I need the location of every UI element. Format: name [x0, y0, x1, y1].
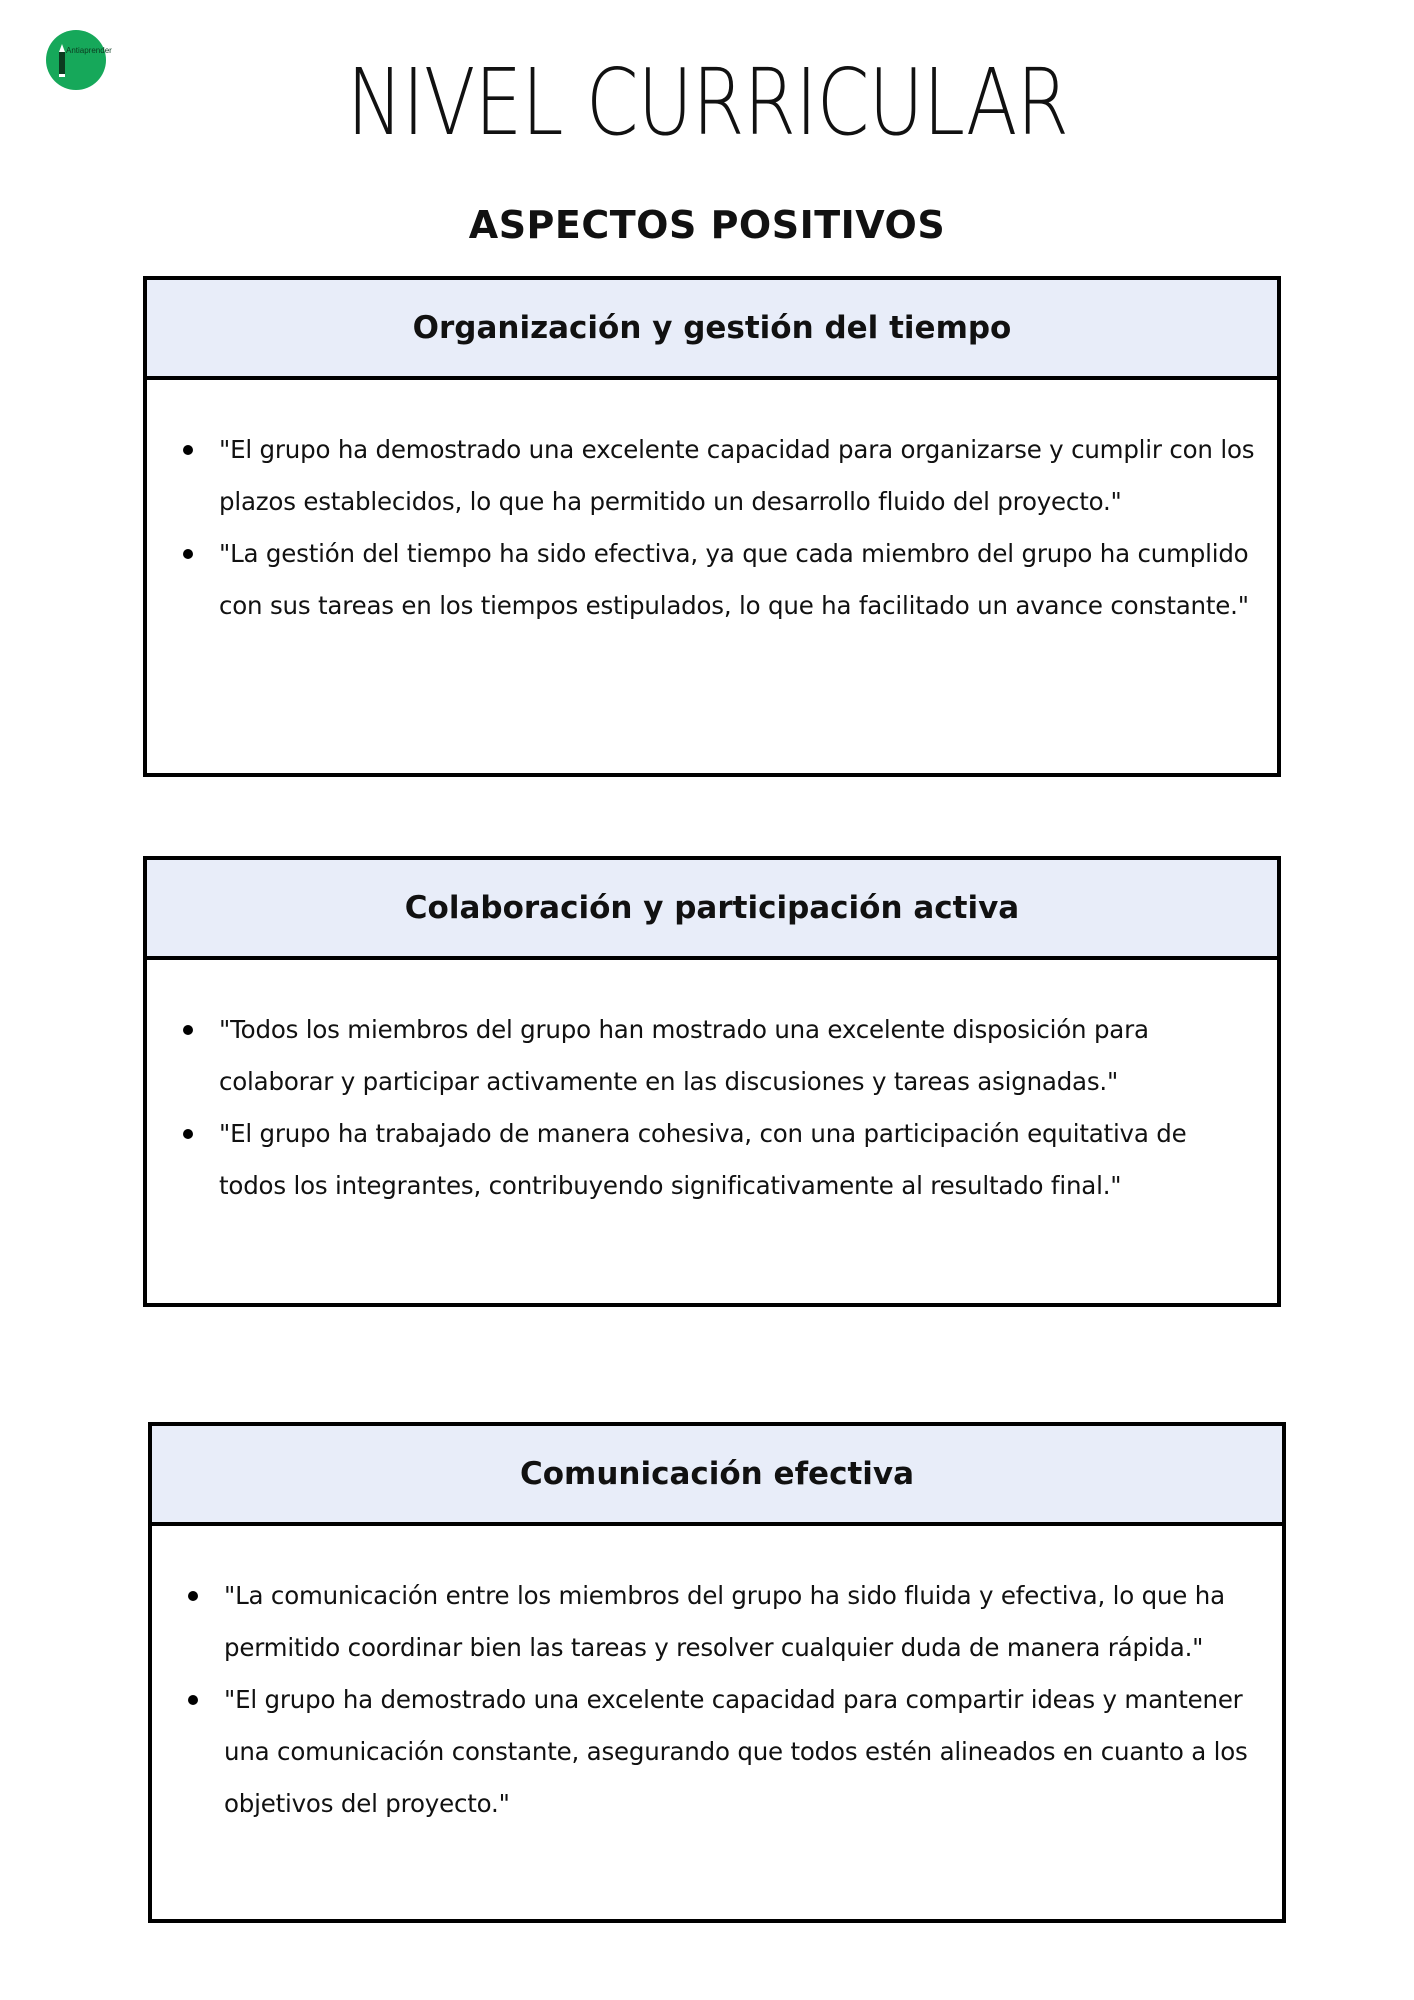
pencil-logo-icon [46, 30, 106, 90]
list-item: "La comunicación entre los miembros del grupo ha sido fluida y efectiva, lo que ha permitido coordinar bien las tareas y resolver cualquier duda de manera rápida." [188, 1570, 1260, 1674]
bullet-list [188, 1570, 1260, 1830]
card-header: Colaboración y participación activa [147, 860, 1277, 960]
card-header: Comunicación efectiva [152, 1426, 1282, 1526]
bullet-list [183, 424, 1255, 632]
list-item: "La gestión del tiempo ha sido efectiva, ya que cada miembro del grupo ha cumplido con sus tareas en los tiempos estipulados, lo que ha facilitado un avance constante." [183, 528, 1255, 632]
card-body [147, 380, 1277, 632]
list-item: "El grupo ha trabajado de manera cohesiva, con una participación equitativa de todos los integrantes, contribuyendo significativamente al resultado final." [183, 1108, 1255, 1212]
logo [46, 30, 112, 90]
card-header: Organización y gestión del tiempo [147, 280, 1277, 380]
card-body [152, 1526, 1282, 1830]
bullet-list [183, 1004, 1255, 1212]
card-comunicacion [148, 1422, 1286, 1923]
list-item: "Todos los miembros del grupo han mostrado una excelente disposición para colaborar y participar activamente en las discusiones y tareas asignadas." [183, 1004, 1255, 1108]
list-item: "El grupo ha demostrado una excelente capacidad para compartir ideas y mantener una comunicación constante, asegurando que todos estén alineados en cuanto a los objetivos del proyecto." [188, 1674, 1260, 1830]
card-body [147, 960, 1277, 1212]
card-organizacion [143, 276, 1281, 777]
card-colaboracion [143, 856, 1281, 1307]
logo-text: Antiaprender [66, 46, 112, 55]
list-item: "El grupo ha demostrado una excelente capacidad para organizarse y cumplir con los plazos establecidos, lo que ha permitido un desarrollo fluido del proyecto." [183, 424, 1255, 528]
page-title: NIVEL CURRICULAR [346, 49, 1069, 156]
section-title: ASPECTOS POSITIVOS [468, 203, 946, 247]
